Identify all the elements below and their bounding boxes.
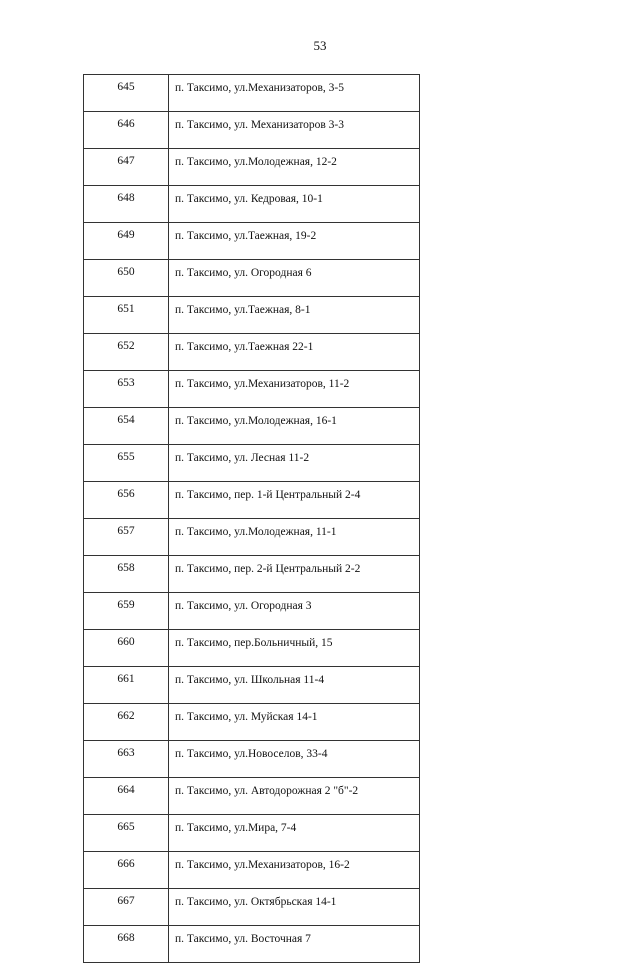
row-address: п. Таксимо, ул. Восточная 7 [169,926,420,963]
page-number: 53 [313,38,327,53]
address-table [83,74,420,963]
row-number: 657 [84,519,169,556]
table-row [84,260,420,297]
row-address: п. Таксимо, ул.Таежная 22-1 [169,334,420,371]
row-number: 660 [84,630,169,667]
table-row [84,926,420,963]
table-row [84,112,420,149]
row-address: п. Таксимо, ул. Октябрьская 14-1 [169,889,420,926]
row-address: п. Таксимо, ул.Молодежная, 16-1 [169,408,420,445]
table-row [84,445,420,482]
table-row [84,593,420,630]
table-row [84,149,420,186]
row-number: 656 [84,482,169,519]
table-row [84,482,420,519]
row-number: 655 [84,445,169,482]
row-number: 653 [84,371,169,408]
table-row [84,371,420,408]
table-row [84,667,420,704]
table-row [84,75,420,112]
row-number: 658 [84,556,169,593]
row-address: п. Таксимо, ул. Огородная 3 [169,593,420,630]
row-address: п. Таксимо, ул.Механизаторов, 16-2 [169,852,420,889]
row-address: п. Таксимо, ул.Новоселов, 33-4 [169,741,420,778]
table-row [84,186,420,223]
row-number: 651 [84,297,169,334]
table-row [84,630,420,667]
row-number: 668 [84,926,169,963]
row-address: п. Таксимо, пер.Больничный, 15 [169,630,420,667]
table-row [84,334,420,371]
row-address: п. Таксимо, ул.Механизаторов, 11-2 [169,371,420,408]
row-address: п. Таксимо, пер. 1-й Центральный 2-4 [169,482,420,519]
row-address: п. Таксимо, ул. Огородная 6 [169,260,420,297]
row-address: п. Таксимо, ул. Школьная 11-4 [169,667,420,704]
table-row [84,704,420,741]
table-row [84,408,420,445]
table-row [84,556,420,593]
row-number: 663 [84,741,169,778]
row-number: 665 [84,815,169,852]
row-number: 667 [84,889,169,926]
row-address: п. Таксимо, ул. Механизаторов 3-3 [169,112,420,149]
row-address: п. Таксимо, ул.Таежная, 19-2 [169,223,420,260]
row-address: п. Таксимо, ул. Муйская 14-1 [169,704,420,741]
row-number: 659 [84,593,169,630]
address-table-body [84,75,420,963]
row-address: п. Таксимо, ул.Мира, 7-4 [169,815,420,852]
table-row [84,815,420,852]
row-address: п. Таксимо, ул.Молодежная, 11-1 [169,519,420,556]
table-row [84,778,420,815]
row-address: п. Таксимо, ул. Кедровая, 10-1 [169,186,420,223]
row-number: 654 [84,408,169,445]
table-row [84,741,420,778]
table-row [84,519,420,556]
row-address: п. Таксимо, ул. Лесная 11-2 [169,445,420,482]
table-row [84,852,420,889]
row-address: п. Таксимо, пер. 2-й Центральный 2-2 [169,556,420,593]
row-address: п. Таксимо, ул.Молодежная, 12-2 [169,149,420,186]
row-number: 650 [84,260,169,297]
row-number: 649 [84,223,169,260]
row-number: 666 [84,852,169,889]
row-number: 664 [84,778,169,815]
row-number: 647 [84,149,169,186]
table-row [84,889,420,926]
row-number: 662 [84,704,169,741]
table-row [84,297,420,334]
row-address: п. Таксимо, ул. Автодорожная 2 "б"-2 [169,778,420,815]
row-number: 661 [84,667,169,704]
row-number: 652 [84,334,169,371]
row-number: 648 [84,186,169,223]
row-number: 645 [84,75,169,112]
table-row [84,223,420,260]
row-address: п. Таксимо, ул.Таежная, 8-1 [169,297,420,334]
row-number: 646 [84,112,169,149]
row-address: п. Таксимо, ул.Механизаторов, 3-5 [169,75,420,112]
